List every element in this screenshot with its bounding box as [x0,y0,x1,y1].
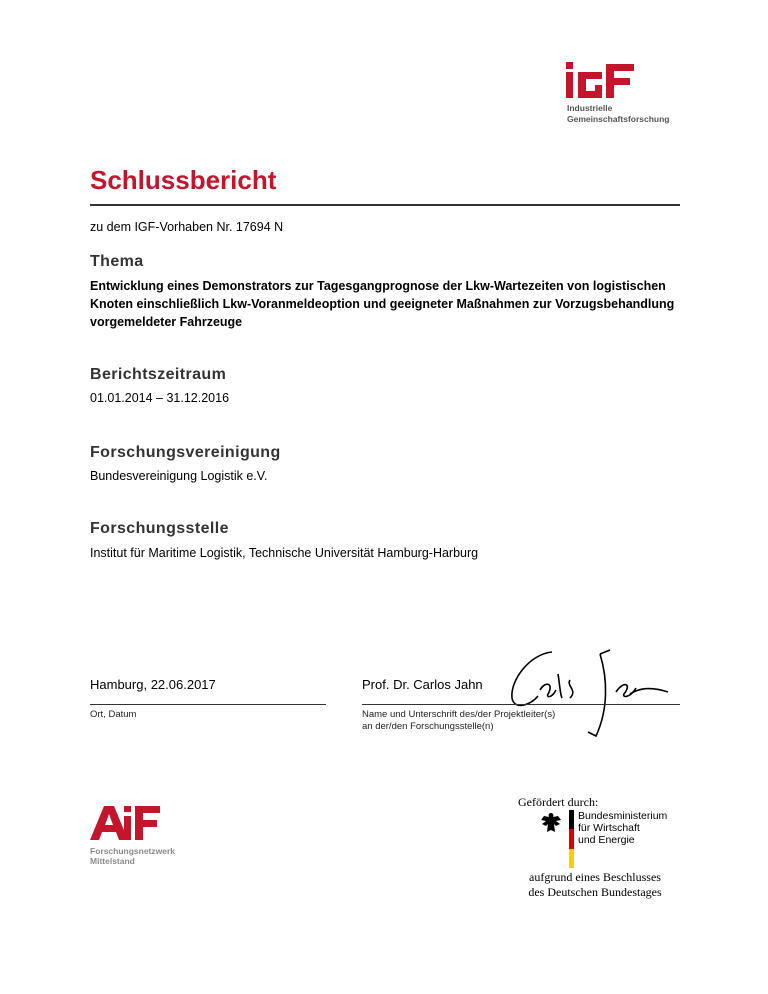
igf-logo-subtitle [567,103,670,125]
project-lead-name: Prof. Dr. Carlos Jahn [362,677,483,692]
resolution-line1: aufgrund eines Beschlusses [529,870,661,884]
funded-by-label: Gefördert durch: [518,795,599,809]
ministry-line2: für Wirtschaft [578,822,640,834]
bmwi-logo [538,810,678,870]
aif-logo-subtitle [90,846,175,866]
signature-caption-line2: an der/den Forschungsstelle(n) [362,721,494,732]
signature-caption [362,709,555,733]
section-heading-berichtszeitraum: Berichtszeitraum [90,366,227,383]
section-heading-forschungsvereinigung: Forschungsvereinigung [90,444,281,461]
federal-eagle-icon [538,810,564,836]
igf-logo-mark [562,62,642,100]
title-divider [90,204,680,206]
section-text-forschungsvereinigung: Bundesvereinigung Logistik e.V. [90,469,268,483]
signature-caption-line1: Name und Unterschrift des/der Projektleiter(s) [362,709,556,720]
place-date-caption: Ort, Datum [90,709,137,720]
section-text-berichtszeitraum: 01.01.2014 – 31.12.2016 [90,391,230,405]
igf-logo [562,62,682,130]
german-flag-bar [569,810,574,868]
aif-logo [88,802,198,872]
ministry-line3: und Energie [578,834,635,846]
place-date: Hamburg, 22.06.2017 [90,677,216,692]
ministry-name [578,810,667,846]
section-text-thema: Entwicklung eines Demonstrators zur Tagesgangprognose der Lkw-Wartezeiten von logistischen Knoten einschließlich Lkw-Voranmeldeoption und geeigneter Maßnahmen zur Vorzugsbehandlung vorgemeldeter Fahrzeuge [90,279,675,329]
igf-subtitle-line2: Gemeinschaftsforschung [567,114,670,124]
page-title: Schlussbericht [90,165,277,195]
ministry-line1: Bundesministerium [578,810,668,822]
place-date-line [90,704,326,705]
signature-line [362,704,680,705]
aif-subtitle-line2: Mittelstand [90,856,135,866]
igf-subtitle-line1: Industrielle [567,103,613,113]
section-heading-thema: Thema [90,253,144,270]
section-heading-forschungsstelle: Forschungsstelle [90,520,229,537]
project-number: zu dem IGF-Vorhaben Nr. 17694 N [90,220,284,234]
resolution-line2: des Deutschen Bundestages [528,885,662,899]
section-text-forschungsstelle: Institut für Maritime Logistik, Technische Universität Hamburg-Harburg [90,546,479,560]
aif-subtitle-line1: Forschungsnetzwerk [90,846,176,856]
bundestag-resolution-note [510,870,680,900]
aif-logo-mark [88,802,164,842]
